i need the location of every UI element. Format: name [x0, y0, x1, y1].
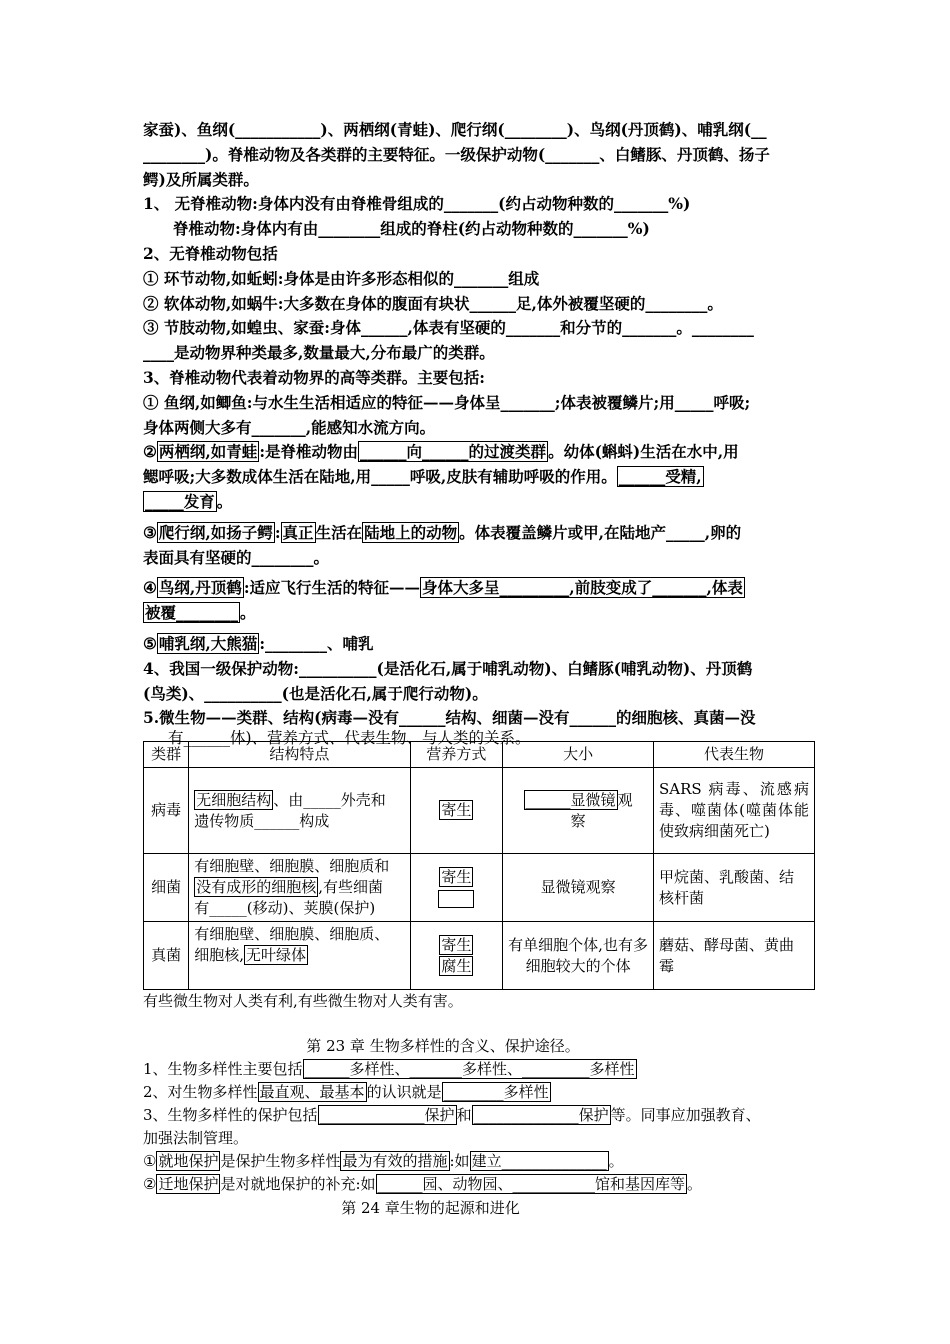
truly-label: 真正 — [282, 522, 314, 542]
ch23-line-1 — [143, 1058, 813, 1081]
intro-line-1: 家蚕)、鱼纲(___________)、两栖纲(青蛙)、爬行纲(________)、鸟纲(丹顶鹤)、哺乳纲(__ — [143, 120, 767, 139]
bird-features-blank: 身体大多呈_________,前肢变成了_______,体表 — [422, 578, 743, 598]
group-cell: 病毒 — [144, 768, 189, 854]
group-cell: 真菌 — [144, 922, 189, 990]
period-text: 。 — [216, 491, 233, 511]
transition-blank: ______向______的过渡类群 — [360, 442, 547, 462]
header-cell: 代表生物 — [654, 742, 815, 768]
spacer — [143, 1012, 813, 1034]
bird-cover-blank: 被覆________ — [145, 603, 239, 623]
arthropod-line-2: ____是动物界种类最多,数量最大,分布最广的类群。 — [143, 343, 495, 363]
microscope-blank: ______显微镜 — [525, 790, 616, 809]
saprophytic-label: 腐生 — [441, 956, 472, 975]
structure-text: 、由_____外壳和 — [273, 790, 386, 809]
bird-label: 鸟纲,丹顶鹤 — [158, 578, 242, 598]
section-1-line-2: 脊椎动物:身体内有由________组成的脊柱(约占动物种数的_______%) — [173, 219, 650, 239]
size-cell: 显微镜观察 — [503, 854, 654, 922]
ch23-text-2: :如 — [449, 1152, 470, 1171]
ch23-line-6 — [143, 1173, 813, 1196]
structure-text-2: ,有些细菌 — [318, 878, 384, 897]
parasitic-label: 寄生 — [441, 935, 472, 954]
ch23-text-3: 等。同事应加强教育、 — [610, 1106, 761, 1125]
section-4-line-1: 4、我国一级保护动物:__________(是活化石,属于哺乳动物)、白鳍豚(哺乳动物)、丹顶鹤 — [143, 658, 753, 678]
diversity-types-blank: ______多样性、_______多样性、_________多样性 — [304, 1060, 635, 1079]
most-basic-label: 最直观、最基本 — [259, 1083, 365, 1102]
header-cell: 大小 — [503, 742, 654, 768]
after-table-note: 有些微生物对人类有利,有些微生物对人类有害。 — [143, 992, 463, 1011]
section-5-line-2: 有______体)、营养方式、代表生物、与人类的关系。 — [168, 729, 531, 748]
representative-cell: SARS 病毒、流感病毒、噬菌体(噬菌体能使致病细菌死亡) — [654, 768, 815, 854]
list-marker: ① — [143, 1152, 157, 1171]
section-4-line-2: (鸟类)、__________(也是活化石,属于爬行动物)。 — [143, 683, 488, 703]
nutrition-cell — [410, 922, 503, 990]
parasitic-label: 寄生 — [441, 867, 472, 886]
structure-cell — [189, 922, 410, 990]
header-cell: 结构特点 — [189, 742, 410, 768]
representative-cell: 甲烷菌、乳酸菌、结核杆菌 — [654, 854, 815, 922]
mammal-line — [143, 632, 813, 657]
microbe-table — [143, 741, 815, 990]
mammal-label: 哺乳纲,大熊猫 — [158, 633, 258, 653]
list-marker: ⑤ — [143, 633, 157, 653]
section-1-line-1: 1、 无脊椎动物:身体内没有由脊椎骨组成的_______(约占动物种数的_______%) — [143, 194, 691, 214]
protection-blank-2: ______________保护 — [473, 1106, 609, 1125]
amphibian-text-2: 。幼体(蝌蚪)生活在水中,用 — [548, 442, 739, 462]
reptile-line-2: 表面具有坚硬的________。 — [143, 547, 330, 567]
size-text-2: 察 — [570, 811, 586, 830]
no-chloroplast-label: 无叶绿体 — [246, 946, 307, 965]
section-3-heading: 3、脊椎动物代表着动物界的高等类群。主要包括: — [143, 367, 486, 387]
development-blank: _____发育 — [145, 491, 215, 511]
mollusk-line: ② 软体动物,如蜗牛:大多数在身体的腹面有块状______足,体外被覆坚硬的________。 — [143, 293, 723, 313]
size-cell — [503, 768, 654, 854]
structure-cell — [189, 768, 410, 854]
list-marker: ② — [143, 442, 157, 462]
establish-blank: 建立______________ — [471, 1152, 607, 1171]
nutrition-cell — [410, 854, 503, 922]
table-row-virus — [144, 768, 815, 854]
ch23-text-2: 和 — [456, 1106, 472, 1125]
ch23-line-5 — [143, 1150, 813, 1173]
list-marker: ② — [143, 1175, 157, 1194]
amphibian-line-3 — [143, 490, 813, 515]
chapter-23-title: 第 23 章 生物多样性的含义、保护途径。 — [306, 1037, 580, 1056]
ch23-text: 3、生物多样性的保护包括 — [143, 1106, 318, 1125]
ch23-text: 2、对生物多样性 — [143, 1083, 258, 1102]
amphibian-line-2 — [143, 465, 813, 490]
bird-text: :适应飞行生活的特征—— — [243, 578, 421, 598]
mammal-text: :________、哺乳 — [259, 633, 374, 653]
table-row-fungi — [144, 922, 815, 990]
amphibian-text: :是脊椎动物由 — [259, 442, 359, 462]
most-effective-label: 最为有效的措施 — [342, 1152, 448, 1171]
intro-line-2: ________)。脊椎动物及各类群的主要特征。一级保护动物(_______、白鳍豚、丹顶鹤、扬子 — [143, 144, 770, 164]
period-text: 。 — [608, 1152, 624, 1171]
ex-situ-label: 迁地保护 — [158, 1175, 219, 1194]
ch23-line-4: 加强法制管理。 — [143, 1129, 249, 1148]
species-diversity-blank: ________多样性 — [443, 1083, 549, 1102]
document-page — [143, 118, 813, 1220]
amphibian-line-1 — [143, 440, 813, 465]
ch23-text: 是对就地保护的补充:如 — [220, 1175, 376, 1194]
nutrition-cell — [410, 768, 503, 854]
bird-line-2 — [143, 601, 813, 626]
chapter-24-title: 第 24 章生物的起源和进化 — [341, 1199, 520, 1218]
intro-line-3: 鳄)及所属类群。 — [143, 169, 259, 189]
table-row-bacteria — [144, 854, 815, 922]
amphibian-breath-text: 鳃呼吸;大多数成体生活在陆地,用_____呼吸,皮肤有辅助呼吸的作用。 — [143, 467, 617, 487]
section-5-line-1: 5.微生物——类群、结构(病毒—没有______结构、细菌—没有______的细胞核、真菌—没 — [143, 708, 756, 728]
protection-blank-1: ______________保护 — [319, 1106, 455, 1125]
representative-cell: 蘑菇、酵母菌、黄曲霉 — [654, 922, 815, 990]
ch23-text: 1、生物多样性主要包括 — [143, 1060, 303, 1079]
group-cell: 细菌 — [144, 854, 189, 922]
header-cell: 营养方式 — [410, 742, 503, 768]
no-nucleus-label: 没有成形的细胞核 — [196, 878, 317, 897]
size-cell: 有单细胞个体,也有多细胞较大的个体 — [503, 922, 654, 990]
period-text: 。 — [687, 1175, 703, 1194]
no-cell-structure-label: 无细胞结构 — [196, 790, 272, 809]
ch23-line-3 — [143, 1104, 813, 1127]
reptile-text-2: 。体表覆盖鳞片或甲,在陆地产_____,卵的 — [459, 522, 742, 542]
ch23-text: 是保护生物多样性 — [220, 1152, 341, 1171]
section-2-heading: 2、无脊椎动物包括 — [143, 243, 278, 263]
nutrition-blank-box — [438, 890, 474, 908]
list-marker: ③ — [143, 522, 157, 542]
header-cell: 类群 — [144, 742, 189, 768]
ch23-line-2 — [143, 1081, 813, 1104]
fish-line-2: 身体两侧大多有_______,能感知水流方向。 — [143, 417, 436, 437]
fertilization-blank: ______受精, — [618, 467, 702, 487]
colon-text: : — [274, 522, 281, 542]
structure-text: 有细胞壁、细胞膜、细胞质和 — [194, 857, 390, 876]
structure-text-2: 细胞核, — [194, 946, 245, 965]
gardens-blank: ______园、动物园、___________馆和基因库等 — [377, 1175, 686, 1194]
ch23-text-2: 的认识就是 — [366, 1083, 442, 1102]
reptile-text: 生活在 — [315, 522, 363, 542]
period-text: 。 — [240, 603, 256, 623]
parasitic-label: 寄生 — [441, 801, 472, 820]
structure-text-3: 有_____(移动)、荚膜(保护) — [194, 899, 376, 918]
bird-line-1 — [143, 576, 813, 601]
amphibian-label: 两栖纲,如青蛙 — [158, 442, 258, 462]
structure-text-2: 遗传物质______构成 — [194, 811, 330, 830]
structure-text: 有细胞壁、细胞膜、细胞质、 — [194, 925, 390, 944]
reptile-label: 爬行纲,如扬子鳄 — [158, 522, 273, 542]
land-animal-label: 陆地上的动物 — [364, 522, 458, 542]
list-marker: ④ — [143, 578, 157, 598]
reptile-line-1 — [143, 521, 813, 546]
structure-cell — [189, 854, 410, 922]
in-situ-label: 就地保护 — [158, 1152, 219, 1171]
arthropod-line: ③ 节肢动物,如蝗虫、家蚕:身体______,体表有坚硬的_______和分节的_______。________ — [143, 318, 754, 338]
fish-line-1: ① 鱼纲,如鲫鱼:与水生生活相适应的特征——身体呈_______;体表被覆鳞片;用_____呼吸; — [143, 392, 751, 412]
size-text: 观 — [617, 790, 633, 809]
annelid-line: ① 环节动物,如蚯蚓:身体是由许多形态相似的_______组成 — [143, 268, 540, 288]
